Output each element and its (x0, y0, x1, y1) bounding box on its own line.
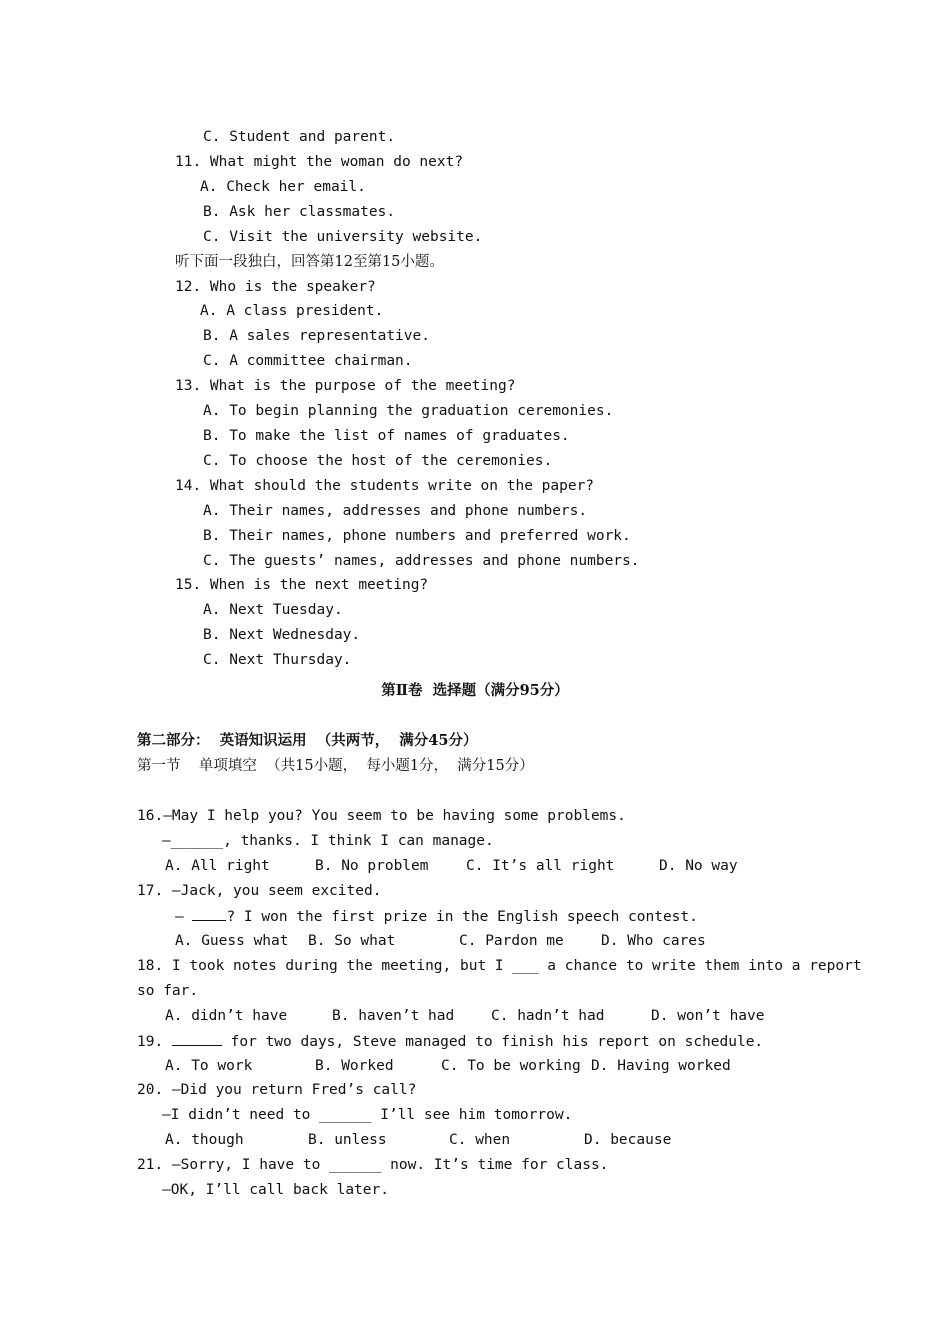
q17-line-1: 17. —Jack, you seem excited. (137, 883, 382, 899)
q11-option-c: C. Visit the university website. (203, 229, 483, 245)
part-2-title: 第二部分： 英语知识运用 （共两节， 满分45分） (137, 732, 478, 749)
q21-line-1: 21. —Sorry, I have to ______ now. It’s time for class. (137, 1157, 609, 1173)
q19-option-a: A. To work (165, 1058, 253, 1074)
q12-option-b: B. A sales representative. (203, 328, 430, 344)
q11-stem: 11. What might the woman do next? (175, 154, 464, 170)
q19-options (0, 1056, 950, 1076)
q20-options (0, 1130, 950, 1150)
q21-line-2: —OK, I’ll call back later. (162, 1182, 389, 1198)
q16-option-a: A. All right (165, 858, 270, 874)
q15-stem: 15. When is the next meeting? (175, 577, 429, 593)
q18-line-1: 18. I took notes during the meeting, but I ___ a chance to write them into a report (137, 958, 862, 974)
q16-line-1: 16.—May I help you? You seem to be having some problems. (137, 808, 626, 824)
q13-option-c: C. To choose the host of the ceremonies. (203, 453, 553, 469)
q12-option-c: C. A committee chairman. (203, 353, 413, 369)
q17-option-a: A. Guess what (175, 933, 289, 949)
q15-option-c: C. Next Thursday. (203, 652, 352, 668)
q12-stem: 12. Who is the speaker? (175, 279, 376, 295)
q19-line-1-rest: for two days, Steve managed to finish his report on schedule. (221, 1034, 764, 1050)
q17-options (0, 931, 950, 951)
q16-option-c: C. It’s all right (466, 858, 615, 874)
q15-option-a: A. Next Tuesday. (203, 602, 343, 618)
q19-option-b: B. Worked (315, 1058, 394, 1074)
q10-option-c: C. Student and parent. (203, 129, 396, 145)
q20-option-c: C. when (449, 1132, 511, 1148)
q16-option-b: B. No problem (315, 858, 429, 874)
q16-line-2: —______, thanks. I think I can manage. (162, 833, 494, 849)
q17-line-2 (175, 906, 698, 927)
q18-option-a: A. didn’t have (165, 1008, 288, 1024)
q14-option-a: A. Their names, addresses and phone numbers. (203, 503, 588, 519)
q18-option-d: D. won’t have (651, 1008, 765, 1024)
q13-option-b: B. To make the list of names of graduates. (203, 428, 570, 444)
q18-options (0, 1006, 950, 1026)
q13-stem: 13. What is the purpose of the meeting? (175, 378, 516, 394)
q20-option-a: A. though (165, 1132, 244, 1148)
q17-option-b: B. So what (308, 933, 396, 949)
q14-option-b: B. Their names, phone numbers and preferred work. (203, 528, 631, 544)
q17-blank (192, 906, 226, 921)
q17-line-2-rest: ? I won the first prize in the English speech contest. (226, 909, 698, 925)
q18-option-c: C. hadn’t had (491, 1008, 605, 1024)
q17-option-d: D. Who cares (601, 933, 706, 949)
q19-blank (172, 1031, 222, 1046)
q11-option-b: B. Ask her classmates. (203, 204, 396, 220)
q19-option-c: C. To be working (441, 1058, 581, 1074)
monologue-instruction: 听下面一段独白，回答第12至第15小题。 (175, 254, 444, 270)
q19-line-1 (137, 1031, 763, 1052)
q18-line-2: so far. (137, 983, 199, 999)
q20-option-b: B. unless (308, 1132, 387, 1148)
q11-option-a: A. Check her email. (200, 179, 366, 195)
section-1-title: 第一节 单项填空 （共15小题， 每小题1分， 满分15分） (137, 758, 534, 774)
volume-2-title: 第Ⅱ卷 选择题（满分95分） (381, 682, 569, 699)
q14-option-c: C. The guests’ names, addresses and phone numbers. (203, 553, 640, 569)
q19-option-d: D. Having worked (591, 1058, 731, 1074)
q16-option-d: D. No way (659, 858, 738, 874)
q17-option-c: C. Pardon me (459, 933, 564, 949)
q15-option-b: B. Next Wednesday. (203, 627, 361, 643)
q17-dash: — (175, 909, 193, 925)
q20-line-1: 20. —Did you return Fred’s call? (137, 1082, 417, 1098)
q18-option-b: B. haven’t had (332, 1008, 455, 1024)
q12-option-a: A. A class president. (200, 303, 384, 319)
q13-option-a: A. To begin planning the graduation ceremonies. (203, 403, 614, 419)
q14-stem: 14. What should the students write on the paper? (175, 478, 595, 494)
q19-number: 19. (137, 1034, 172, 1050)
q20-option-d: D. because (584, 1132, 672, 1148)
q20-line-2: —I didn’t need to ______ I’ll see him tomorrow. (162, 1107, 573, 1123)
q16-options (0, 856, 950, 876)
